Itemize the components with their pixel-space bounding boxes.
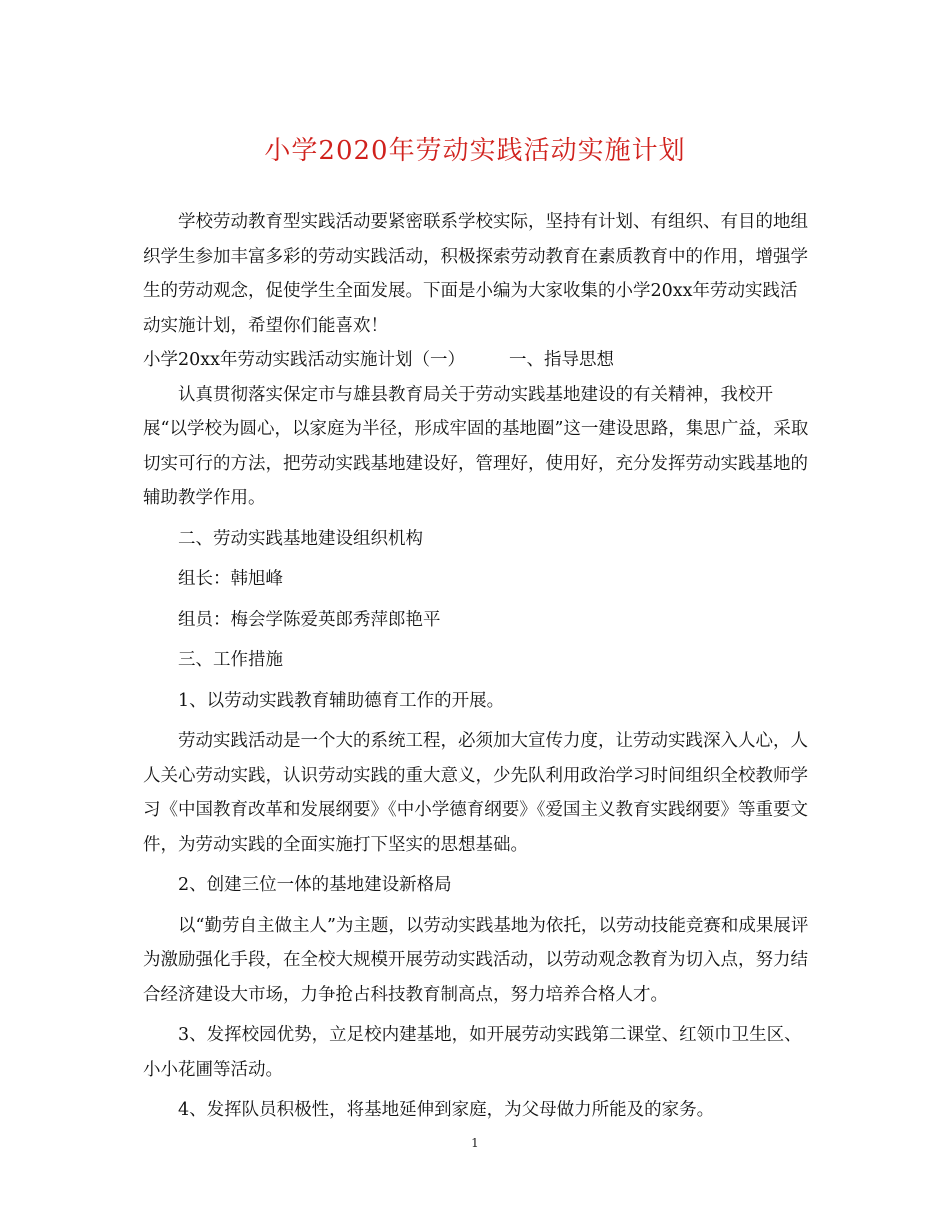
measure-1-heading: 1、以劳动实践教育辅助德育工作的开展。 (178, 690, 505, 711)
plan-heading-line (143, 343, 811, 378)
page-number: 1 (471, 1136, 479, 1150)
measure-2-paragraph: 以“勤劳自主做主人”为主题，以劳动实践基地为依托，以劳动技能竞赛和成果展评为激励强化手段，在全校大规模开展劳动实践活动，以劳动观念教育为切入点，努力结合经济建设大市场，力争抢占科技教育制高点，努力培养合格人才。 (143, 915, 809, 1005)
measure-1-paragraph: 劳动实践活动是一个大的系统工程，必须加大宣传力度，让劳动实践深入人心，人人关心劳动实践，认识劳动实践的重大意义，少先队利用政治学习时间组织全校教师学习《中国教育改革和发展纲要》《中小学德育纲要》《爱国主义教育实践纲要》等重要文件，为劳动实践的全面实施打下坚实的思想基础。 (143, 731, 808, 855)
members-line: 组员：梅会学陈爱英郎秀萍郎艳平 (178, 609, 441, 630)
document-body (143, 205, 811, 1128)
measure-3-paragraph: 3、发挥校园优势，立足校内建基地，如开展劳动实践第二课堂、红领巾卫生区、小小花圃等活动。 (143, 1025, 802, 1080)
document-title: 小学2020年劳动实践活动实施计划 (264, 136, 686, 166)
measures-heading: 三、工作措施 (178, 650, 283, 670)
guiding-paragraph: 认真贯彻落实保定市与雄县教育局关于劳动实践基地建设的有关精神，我校开展“以学校为圆心，以家庭为半径，形成牢固的基地圈”这一建设思路，集思广益，采取切实可行的方法，把劳动实践基地建设好，管理好，使用好，充分发挥劳动实践基地的辅助教学作用。 (143, 384, 809, 508)
intro-paragraph: 学校劳动教育型实践活动要紧密联系学校实际，坚持有计划、有组织、有目的地组织学生参加丰富多彩的劳动实践活动，积极探索劳动教育在素质教育中的作用，增强学生的劳动观念，促使学生全面发展。下面是小编为大家收集的小学20xx年劳动实践活动实施计划，希望你们能喜欢！ (143, 212, 808, 336)
guiding-ideology-heading: 一、指导思想 (509, 350, 615, 370)
measure-4-paragraph: 4、发挥队员积极性，将基地延伸到家庭，为父母做力所能及的家务。 (178, 1100, 715, 1120)
organization-heading: 二、劳动实践基地建设组织机构 (178, 528, 423, 549)
measure-2-heading: 2、创建三位一体的基地建设新格局 (178, 875, 452, 895)
leader-line: 组长：韩旭峰 (178, 569, 283, 589)
plan-label: 小学20xx年劳动实践活动实施计划（一） (143, 350, 466, 370)
